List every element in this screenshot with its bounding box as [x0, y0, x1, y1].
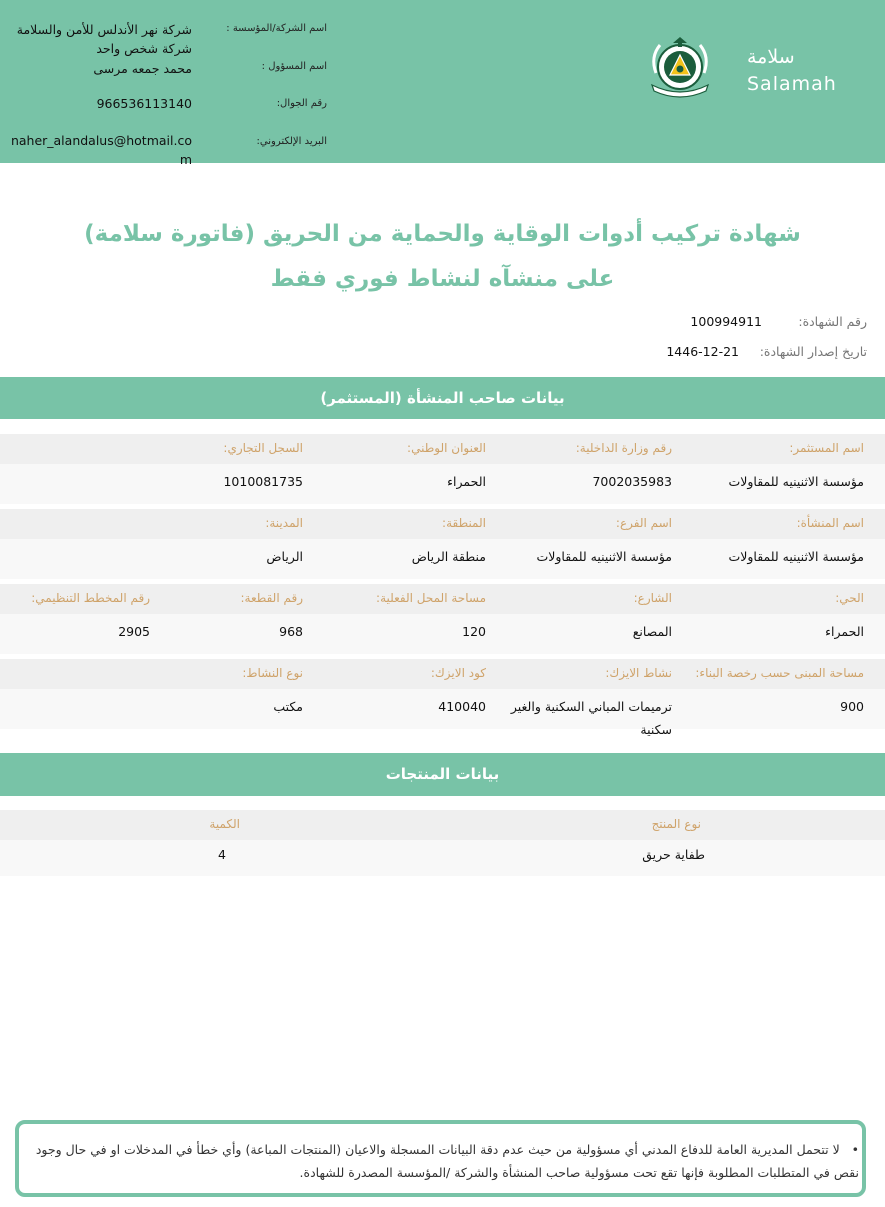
email-value: naher_alandalus@hotmail.com	[10, 133, 192, 167]
plot-number: 968	[279, 624, 303, 639]
street-label: الشارع:	[633, 591, 672, 605]
manager-value: محمد جمعه مرسى	[93, 61, 192, 76]
civil-defense-emblem-icon	[642, 33, 718, 99]
disclaimer-body: لا تتحمل المديرية العامة للدفاع المدني أي مسؤولية من حيث عدم دقة البيانات المسجلة والاعيان (المنتجات المباعة) وأي خطأ في المدخلات او في حال وجود نقص في المتطلبات المطلوبة فإنها تقع تحت مسؤولية صاحب المنشأة والشركة /المؤسسة المصدرة للشهادة.	[35, 1142, 859, 1180]
facility-name-label: اسم المنشأة:	[796, 516, 864, 530]
moi-number-label: رقم وزارة الداخلية:	[575, 441, 672, 455]
actual-shop-area-label: مساحة المحل الفعلية:	[376, 591, 486, 605]
region-label: المنطقة:	[442, 516, 486, 530]
issue-date-label: تاريخ إصدار الشهادة:	[759, 344, 867, 359]
owner-row2-values	[0, 539, 885, 579]
moi-number: 7002035983	[592, 474, 672, 489]
plot-number-label: رقم القطعة:	[240, 591, 303, 605]
product-quantity: 4	[218, 847, 226, 862]
company-label: اسم الشركة/المؤسسة :	[226, 23, 327, 34]
product-type: طفاية حريق	[642, 847, 705, 862]
activity-type-label: نوع النشاط:	[242, 666, 303, 680]
building-area-label: مساحة المبنى حسب رخصة البناء:	[695, 666, 864, 680]
actual-shop-area: 120	[462, 624, 486, 639]
quantity-header: الكمية	[209, 817, 240, 831]
building-area: 900	[840, 699, 864, 714]
plan-number-label: رقم المخطط التنظيمي:	[31, 591, 150, 605]
street: المصانع	[632, 624, 672, 639]
investor-name: مؤسسة الاثنينيه للمقاولات	[728, 474, 864, 489]
branch-name-label: اسم الفرع:	[615, 516, 672, 530]
region: منطقة الرياض	[411, 549, 486, 564]
products-header-row	[0, 810, 885, 840]
mobile-value: 966536113140	[96, 96, 192, 111]
certificate-title: شهادة تركيب أدوات الوقاية والحماية من الحريق (فاتورة سلامة)	[84, 221, 801, 247]
products-section-heading: بيانات المنتجات	[0, 753, 885, 796]
disclaimer-box	[15, 1120, 866, 1197]
manager-label: اسم المسؤول :	[261, 61, 327, 72]
facility-name: مؤسسة الاثنينيه للمقاولات	[728, 549, 864, 564]
investor-name-label: اسم المستثمر:	[789, 441, 864, 455]
product-row	[0, 840, 885, 876]
issue-date: 1446-12-21	[666, 344, 739, 359]
national-address: الحمراء	[447, 474, 486, 489]
brand	[747, 44, 837, 98]
product-type-header: نوع المنتج	[651, 817, 701, 831]
owner-row3-labels	[0, 584, 885, 614]
isic-code-label: كود الايزك:	[430, 666, 486, 680]
company-value: شركة نهر الأندلس للأمن والسلامة شركة شخص واحد	[16, 22, 192, 56]
owner-row4-values	[0, 689, 885, 737]
commercial-register-label: السجل التجاري:	[223, 441, 303, 455]
city-label: المدينة:	[265, 516, 303, 530]
owner-row2-labels	[0, 509, 885, 539]
district-label: الحي:	[835, 591, 864, 605]
brand-arabic: سلامة	[747, 46, 795, 68]
mobile-label: رقم الجوال:	[276, 98, 327, 109]
isic-activity-label: نشاط الايزك:	[605, 666, 672, 680]
activity-type: مكتب	[273, 699, 303, 714]
owner-row1-values	[0, 464, 885, 504]
national-address-label: العنوان الوطني:	[407, 441, 486, 455]
commercial-register: 1010081735	[223, 474, 303, 489]
isic-code: 410040	[438, 699, 486, 714]
owner-section-heading: بيانات صاحب المنشأة (المستثمر)	[0, 377, 885, 419]
owner-row4-labels	[0, 659, 885, 689]
city: الرياض	[266, 549, 303, 564]
disclaimer-text	[23, 1138, 859, 1184]
header-banner	[0, 0, 885, 167]
owner-row1-labels	[0, 434, 885, 464]
isic-activity: ترميمات المباني السكنية والغير سكنية	[510, 699, 672, 737]
email-label: البريد الإلكتروني:	[256, 136, 327, 147]
certificate-number-label: رقم الشهادة:	[798, 314, 867, 329]
plan-number: 2905	[118, 624, 150, 639]
certificate-number: 100994911	[690, 314, 762, 329]
brand-english: Salamah	[747, 73, 837, 95]
certificate-subtitle: على منشآه لنشاط فوري فقط	[270, 266, 615, 292]
disclaimer-bullet: •	[851, 1142, 859, 1157]
branch-name: مؤسسة الاثنينيه للمقاولات	[536, 549, 672, 564]
owner-row3-values	[0, 614, 885, 654]
district: الحمراء	[825, 624, 864, 639]
